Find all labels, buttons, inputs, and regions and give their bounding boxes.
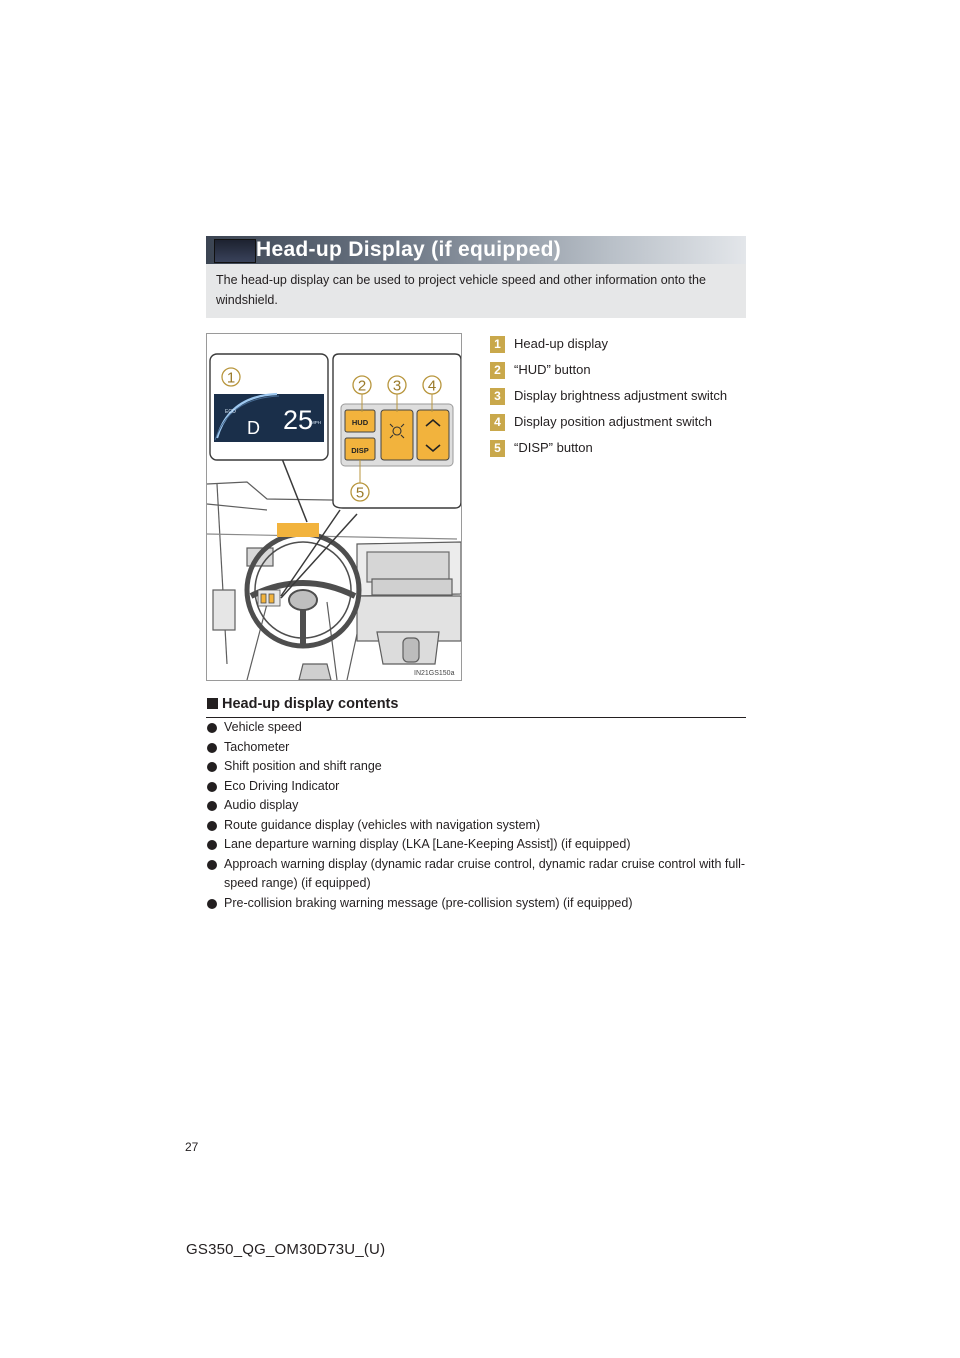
hud-speed-unit: MPH [311,420,321,425]
callout-label: “DISP” button [514,440,593,455]
hud-gear-indicator: D [247,418,260,438]
list-item [206,757,746,777]
marker-5: 5 [355,484,365,502]
callout-label: “HUD” button [514,362,591,377]
marker-1: 1 [226,369,236,387]
list-item-text: Vehicle speed [224,720,302,734]
bullet-dot-icon [207,762,217,772]
list-item-text: Route guidance display (vehicles with navigation system) [224,817,541,832]
marker-4: 4 [427,377,437,395]
section-heading [206,693,746,718]
list-item [206,855,746,894]
marker-3: 3 [392,377,402,395]
hud-thumbnail-icon [214,239,256,263]
callout-number: 5 [490,440,505,457]
bullet-dot-icon [207,723,217,733]
callout-label: Head-up display [514,336,608,351]
section-title: Head-up display contents [222,696,399,712]
bullet-dot-icon [207,743,217,753]
page-number: 27 [185,1140,199,1154]
callout-number: 2 [490,362,505,379]
callout-label: Display position adjustment switch [514,414,712,429]
list-item [206,816,746,836]
list-item-text: Approach warning display (dynamic radar cruise control, dynamic radar cruise control with full-speed range) (if equipped) [224,856,746,890]
callout-list [488,334,748,464]
bullet-dot-icon [207,782,217,792]
list-item-text: Pre-collision braking warning message (pre-collision system) (if equipped) [224,895,633,910]
disp-button-label: DISP [351,446,369,455]
callout-item [488,412,748,438]
contents-list [206,718,746,913]
bullet-dot-icon [207,840,217,850]
list-item [206,894,746,914]
list-item [206,738,746,758]
figure-code: IN21GS150a [414,670,455,677]
hud-speed-readout: 25 [283,405,314,435]
bullet-dot-icon [207,821,217,831]
callout-item [488,334,748,360]
dashboard-sketch [207,482,461,680]
document-code: GS350_QG_OM30D73U_(U) [186,1241,386,1258]
list-item [206,796,746,816]
hud-button-label: HUD [351,418,369,427]
list-item-text: Shift position and shift range [224,759,382,773]
cockpit-drawing [207,334,461,680]
list-item-text: Eco Driving Indicator [224,778,340,793]
hud-illustration [206,333,462,681]
callout-number: 1 [490,336,505,353]
switch-location [258,590,280,606]
list-item-text: Audio display [224,798,299,812]
callout-item [488,360,748,386]
position-switch-graphic [417,410,449,460]
callout-number: 3 [490,388,505,405]
bullet-dot-icon [207,899,217,909]
callout-label: Display brightness adjustment switch [514,388,728,403]
callout-item [488,386,748,412]
hud-projection-area [277,523,319,537]
hud-eco-label: ECO [225,409,236,415]
list-item-text: Lane departure warning display (LKA [Lane-Keeping Assist]) (if equipped) [224,837,631,851]
list-item [206,835,746,855]
square-bullet-icon [207,698,218,709]
bullet-dot-icon [207,860,217,870]
bullet-dot-icon [207,801,217,811]
list-item-text: Tachometer [224,739,290,754]
intro-text: The head-up display can be used to project vehicle speed and other information onto the windshield. [216,273,706,307]
list-item [206,777,746,797]
list-item [206,718,746,738]
callout-number: 4 [490,414,505,431]
section-title-bar [206,236,746,264]
page-title: Head-up Display (if equipped) [256,238,562,261]
marker-2: 2 [357,377,367,395]
intro-box [206,264,746,318]
callout-item [488,438,748,464]
